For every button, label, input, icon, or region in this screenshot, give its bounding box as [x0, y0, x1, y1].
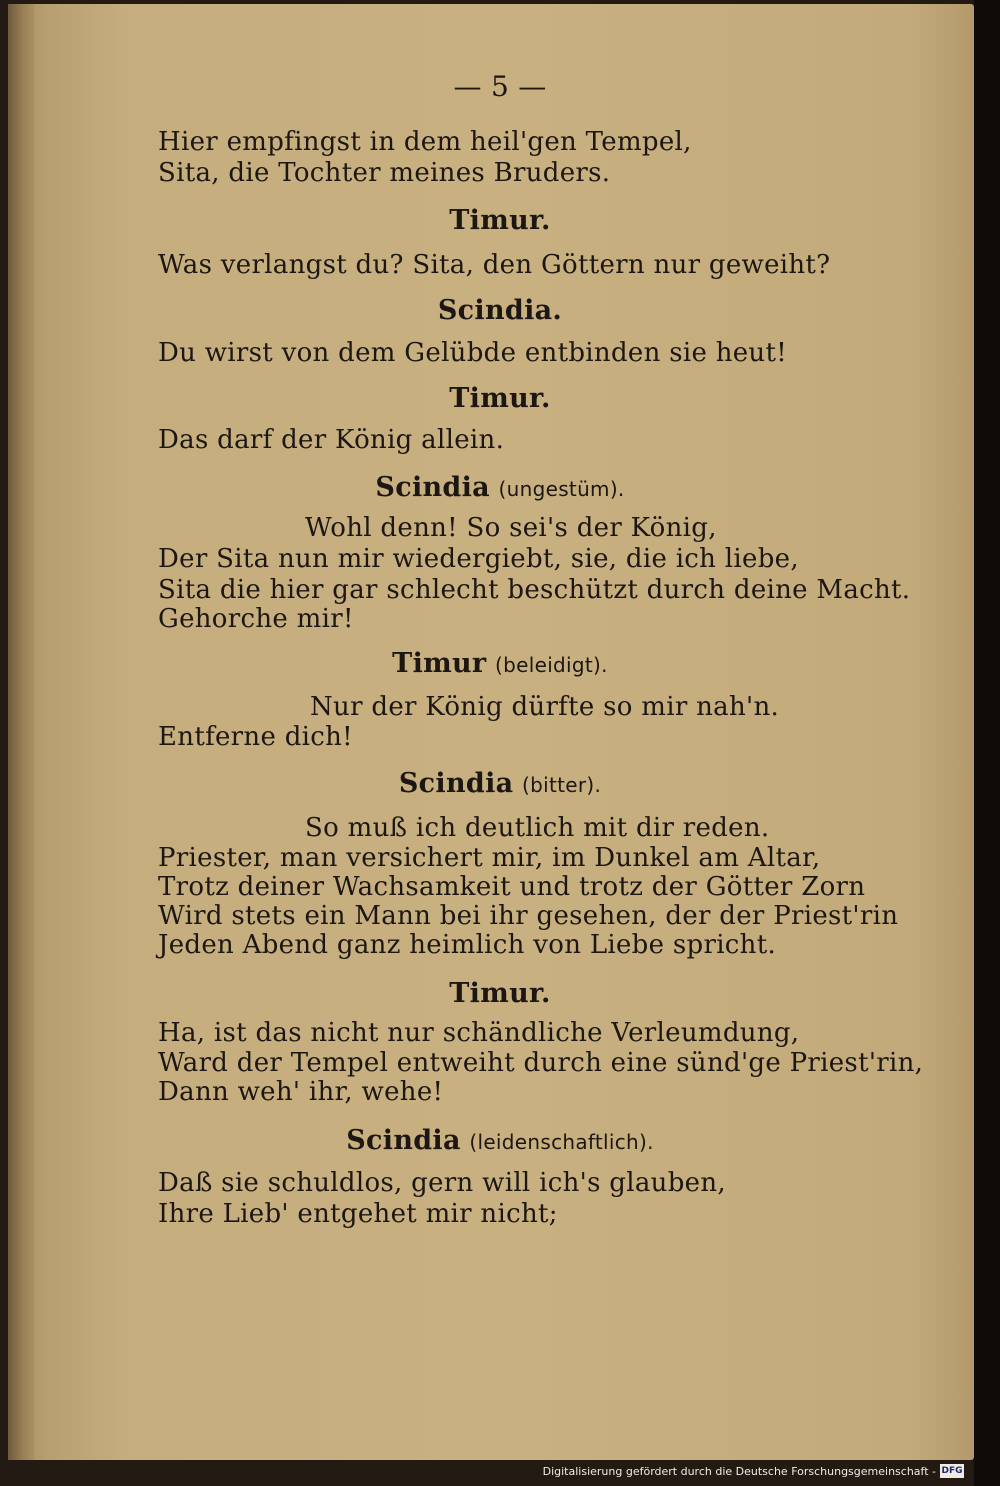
verse-line: Trotz deiner Wachsamkeit und trotz der Götter Zorn	[158, 872, 866, 902]
verse-line: Ha, ist das nicht nur schändliche Verleumdung,	[158, 1018, 800, 1048]
verse-line: Gehorche mir!	[158, 604, 354, 634]
stage-direction: (beleidigt).	[495, 653, 608, 677]
verse-line: Sita, die Tochter meines Bruders.	[158, 158, 611, 188]
verse-line: Ihre Lieb' entgehet mir nicht;	[158, 1199, 558, 1229]
speaker-name: Scindia	[346, 1125, 461, 1156]
speaker-heading: Timur.	[449, 205, 551, 236]
verse-line: Wird stets ein Mann bei ihr gesehen, der der Priest'rin	[158, 901, 899, 931]
verse-line: Dann weh' ihr, wehe!	[158, 1077, 444, 1107]
verse-line: Ward der Tempel entweiht durch eine sünd'ge Priest'rin,	[158, 1048, 924, 1078]
speaker-heading: Scindia.	[437, 295, 563, 326]
dfg-logo: DFG	[941, 1466, 963, 1476]
speaker-heading: Timur.	[449, 978, 551, 1009]
speaker-heading-with-direction	[0, 1125, 1000, 1156]
speaker-heading-with-direction	[0, 648, 1000, 679]
verse-line: So muß ich deutlich mit dir reden.	[305, 813, 770, 843]
speaker-name: Scindia	[398, 768, 514, 799]
verse-line: Was verlangst du? Sita, den Göttern nur geweiht?	[158, 250, 831, 280]
stage-direction: (bitter).	[522, 773, 602, 797]
verse-line: Nur der König dürfte so mir nah'n.	[310, 692, 780, 722]
verse-line: Der Sita nun mir wiedergiebt, sie, die ich liebe,	[158, 544, 799, 574]
verse-line: Du wirst von dem Gelübde entbinden sie heut!	[158, 338, 787, 368]
page-number: — 5 —	[453, 70, 547, 103]
verse-line: Daß sie schuldlos, gern will ich's glauben,	[158, 1168, 726, 1198]
stage-direction: (leidenschaftlich).	[469, 1130, 654, 1154]
speaker-heading-with-direction	[0, 768, 1000, 799]
digitization-credit: Digitalisierung gefördert durch die Deutsche Forschungsgemeinschaft -	[542, 1465, 936, 1478]
speaker-heading: Timur.	[449, 383, 551, 414]
verse-line: Das darf der König allein.	[158, 425, 505, 455]
verse-line: Entferne dich!	[158, 722, 353, 752]
verse-line: Hier empfingst in dem heil'gen Tempel,	[158, 127, 692, 157]
speaker-heading-with-direction	[0, 472, 1000, 503]
verse-line: Wohl denn! So sei's der König,	[305, 513, 717, 543]
verse-line: Priester, man versichert mir, im Dunkel am Altar,	[158, 843, 821, 873]
speaker-name: Scindia	[375, 472, 490, 503]
stage-direction: (ungestüm).	[498, 477, 625, 501]
verse-line: Jeden Abend ganz heimlich von Liebe spricht.	[158, 930, 777, 960]
verse-line: Sita die hier gar schlecht beschützt durch deine Macht.	[158, 575, 911, 605]
speaker-name: Timur	[392, 648, 487, 679]
